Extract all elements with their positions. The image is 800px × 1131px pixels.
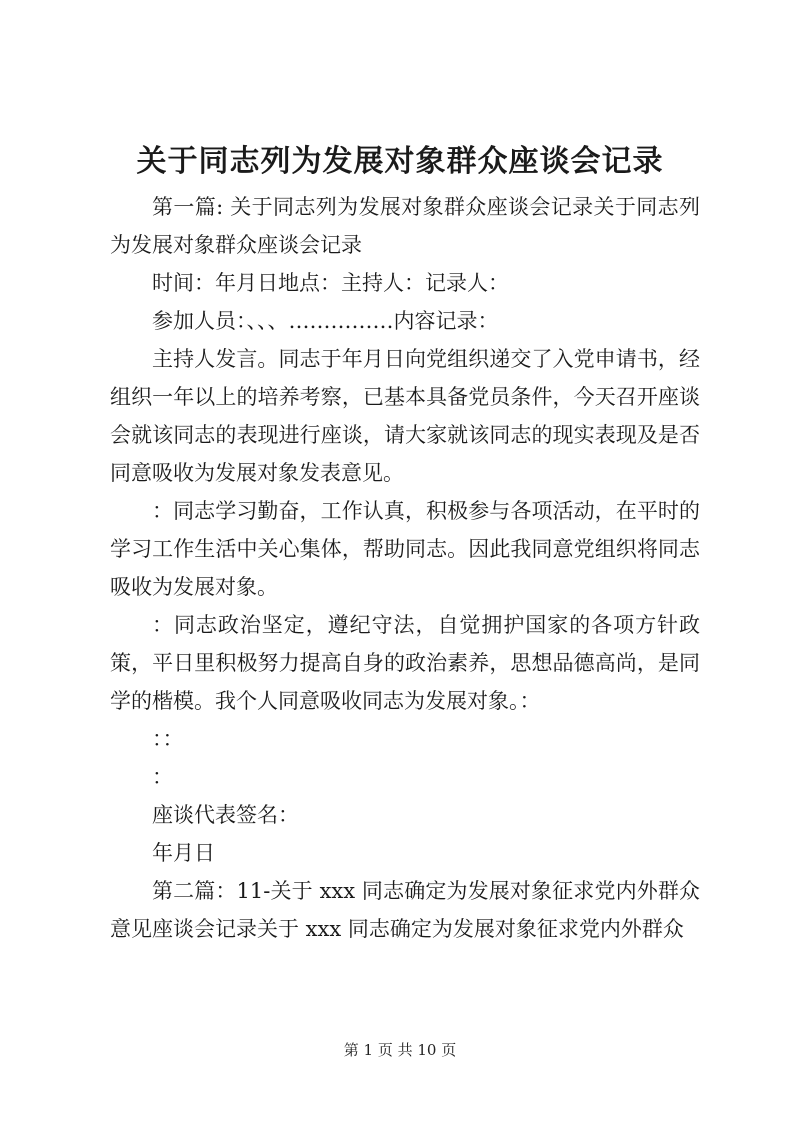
document-title: 关于同志列为发展对象群众座谈会记录 (136, 144, 664, 179)
paragraph-7: ：： (152, 727, 184, 751)
paragraph-6: ：同志政治坚定，遵纪守法，自觉拥护国家的各项方针政策，平日里积极努力提高自身的政治素养，思想品德高尚，是同学的楷模。我个人同意吸收同志为发展对象。： (110, 613, 700, 713)
paragraph-4: 主持人发言。同志于年月日向党组织递交了入党申请书，经组织一年以上的培养考察，已基本具备党员条件，今天召开座谈会就该同志的表现进行座谈，请大家就该同志的现实表现及是否同意吸收为发展对象发表意见。 (110, 347, 700, 485)
paragraph-10: 年月日 (152, 841, 215, 865)
paragraph-9: 座谈代表签名： (152, 803, 299, 827)
document-body (110, 188, 700, 948)
paragraph-8: ： (152, 765, 173, 789)
paragraph-2: 时间：年月日地点：主持人：记录人： (152, 271, 509, 295)
page-footer: 第 1 页 共 10 页 (343, 1041, 457, 1059)
paragraph-3: 参加人员：、、、……………内容记录： (152, 309, 499, 333)
paragraph-11: 第二篇：11-关于 xxx 同志确定为发展对象征求党内外群众意见座谈会记录关于 xxx 同志确定为发展对象征求党内外群众 (110, 879, 700, 941)
paragraph-5: ：同志学习勤奋，工作认真，积极参与各项活动，在平时的学习工作生活中关心集体，帮助同志。因此我同意党组织将同志吸收为发展对象。 (110, 499, 700, 599)
paragraph-1: 第一篇: 关于同志列为发展对象群众座谈会记录关于同志列为发展对象群众座谈会记录 (110, 195, 700, 257)
